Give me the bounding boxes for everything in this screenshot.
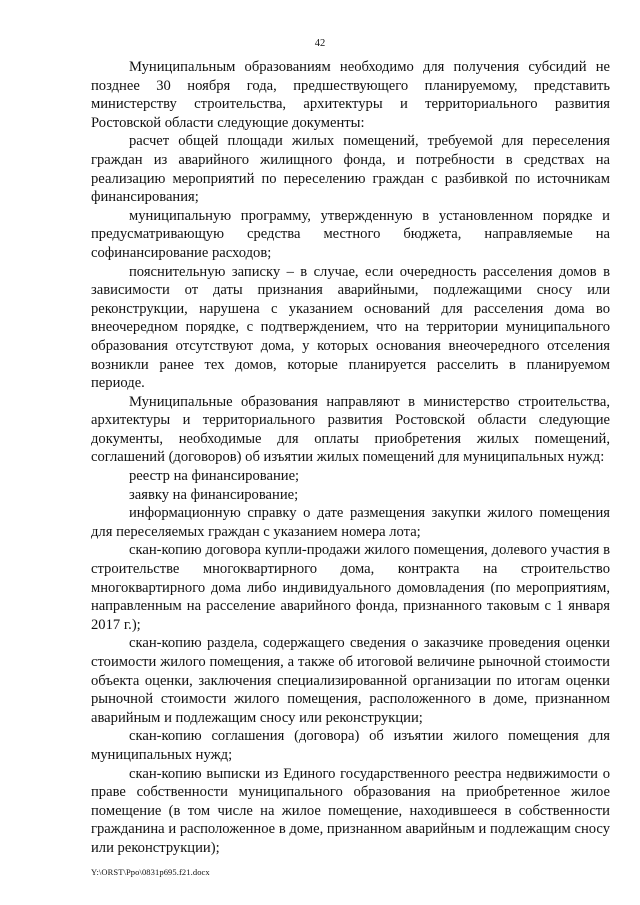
- list-item-seizure-agreement-scan: скан-копию соглашения (договора) об изъятии жилого помещения для муниципальных нужд;: [91, 728, 610, 763]
- list-item-registry-extract-scan: скан-копию выписки из Единого государственного реестра недвижимости о праве собственности муниципального образования на приобретенное жилое помещение (в том числе на жилое помещение, находившееся в собственности гражданина и расположенное в доме, признанном аварийным и подлежащим сносу или реконструкции);: [91, 765, 610, 856]
- list-item-purchase-contract-scan: скан-копию договора купли-продажи жилого помещения, долевого участия в строительстве многоквартирного дома, контракта на строительство многоквартирного дома либо индивидуального домовладения (по мероприятиям, направленным на расселение аварийного фонда, признанного таковым с 1 января 2017 г.);: [91, 542, 610, 633]
- page-number: 42: [314, 38, 326, 49]
- list-item-municipal-program: муниципальную программу, утвержденную в установленном порядке и предусматривающую средства местного бюджета, направляемые на софинансирование расходов;: [91, 207, 610, 261]
- document-body: [91, 58, 610, 858]
- list-item-explanatory-note: пояснительную записку – в случае, если очередность расселения домов в зависимости от даты признания аварийными, подлежащими сносу или реконструкции, нарушена с указанием оснований для расселения дома во внеочередном порядке, с подтверждением, что на территории муниципального образования отсутствуют дома, у которых основания внеочередного отселения возникли ранее тех домов, которые планируется расселить в планируемом периоде.: [91, 263, 610, 392]
- list-item-area-calculation: расчет общей площади жилых помещений, требуемой для переселения граждан из аварийного жилищного фонда, и потребности в средствах на реализацию мероприятий по переселению граждан с разбивкой по источникам финансирования;: [91, 133, 610, 206]
- footer-file-path: Y:\ORST\Ppo\0831p695.f21.docx: [91, 867, 210, 877]
- list-item-financing-register: реестр на финансирование;: [129, 468, 300, 485]
- list-item-valuation-scan: скан-копию раздела, содержащего сведения о заказчике проведения оценки стоимости жилого помещения, а также об итоговой величине рыночной стоимости объекта оценки, заключения специализированной организации по итогам оценки рыночной стоимости жилого помещения, расположенного в доме, признанном аварийным и подлежащим сносу или реконструкции;: [91, 635, 610, 726]
- paragraph-intro-subsidies: Муниципальным образованиям необходимо для получения субсидий не позднее 30 ноября года, предшествующего планируемому, представить министерству строительства, архитектуры и территориального развития Ростовской области следующие документы:: [91, 59, 610, 131]
- list-item-financing-request: заявку на финансирование;: [129, 486, 299, 503]
- paragraph-intro-payment-documents: Муниципальные образования направляют в министерство строительства, архитектуры и территориального развития Ростовской области следующие документы, необходимые для оплаты приобретения жилых помещений, соглашений (договоров) об изъятии жилых помещений для муниципальных нужд:: [91, 393, 610, 466]
- list-item-procurement-info: информационную справку о дате размещения закупки жилого помещения для переселяемых граждан с указанием номера лота;: [91, 505, 610, 540]
